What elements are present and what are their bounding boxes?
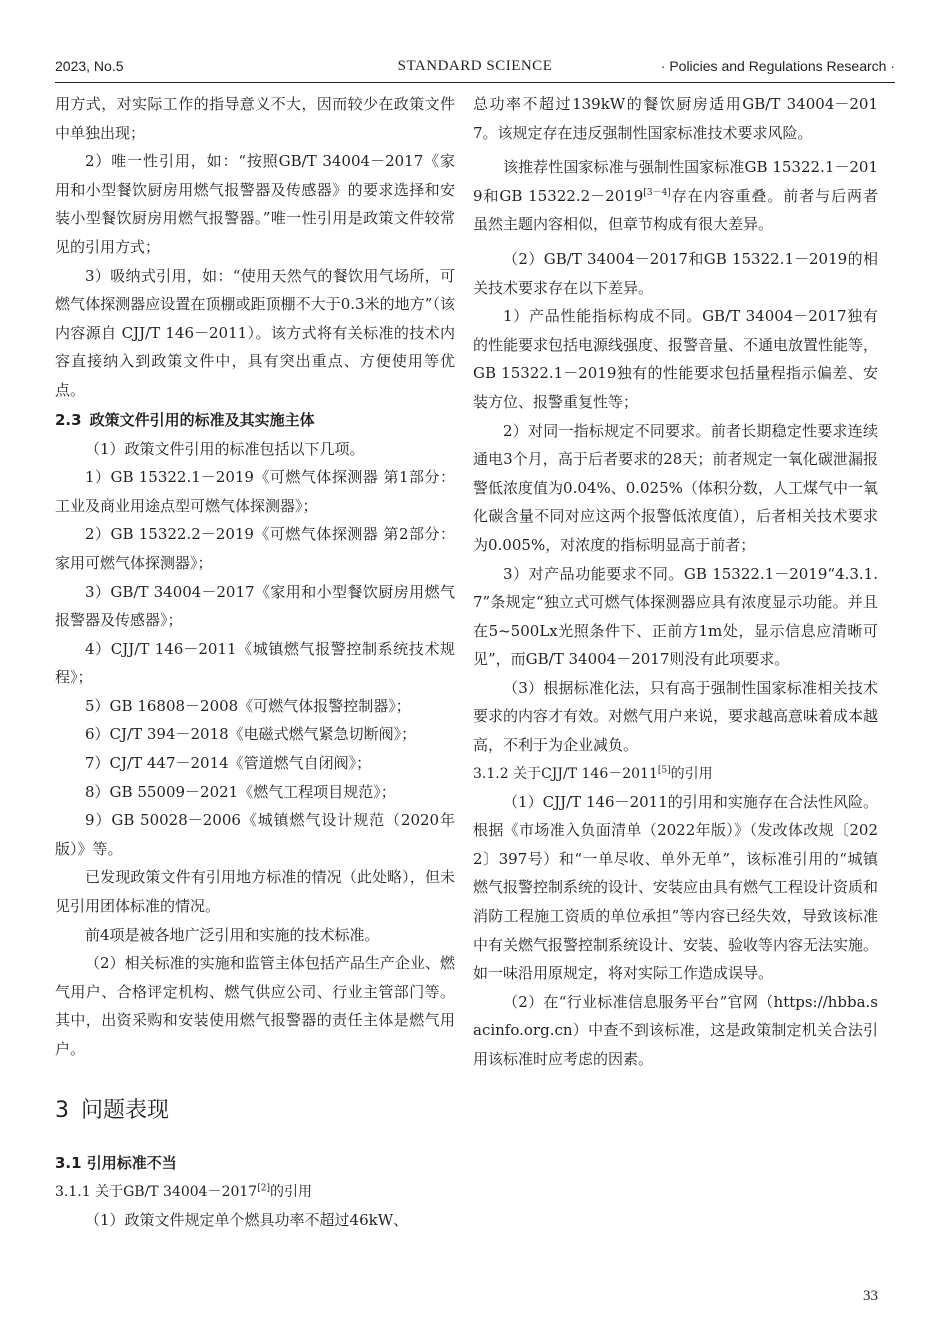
section-number: 2.3 (55, 410, 82, 429)
paragraph: 2）唯一性引用，如：“按照GB/T 34004－2017《家用和小型餐饮厨房用燃气报警器及传感器》的要求选择和安装小型餐饮厨房用燃气报警器。”唯一性引用是政策文件较常见的引用方式； (55, 152, 455, 256)
paragraph: （1）政策文件引用的标准包括以下几项。 (85, 439, 365, 458)
standard-item: 9）GB 50028－2006《城镇燃气设计规范（2020年版）》等。 (55, 811, 455, 858)
issue-label: 2023, No.5 (55, 58, 124, 74)
section-heading-2-3 (55, 405, 455, 435)
subsection-title-suffix: 的引用 (269, 1183, 312, 1200)
paragraph: 1）产品性能指标构成不同。GB/T 34004－2017独有的性能要求包括电源线强度、报警音量、不通电放置性能等，GB 15322.1－2019独有的性能要求包括量程指示偏差、安装方位、报警重复性等； (473, 307, 879, 411)
running-header (55, 58, 895, 80)
standard-item: 6）CJ/T 394－2018《电磁式燃气紧急切断阀》； (85, 725, 417, 744)
paragraph (473, 153, 878, 239)
subsection-title: 3.1.1 关于GB/T 34004－2017 (55, 1183, 258, 1200)
header-rule (55, 82, 895, 83)
paragraph: 总功率不超过139kW的餐饮厨房适用GB/T 34004－2017。该规定存在违反强制性国家标准技术要求风险。 (473, 95, 878, 142)
section-title: 政策文件引用的标准及其实施主体 (89, 410, 315, 429)
paragraph: 已发现政策文件有引用地方标准的情况（此处略），但未见引用团体标准的情况。 (55, 868, 455, 916)
subsection-heading-3-1-2 (473, 760, 878, 788)
standard-item: 2）GB 15322.2－2019《可燃气体探测器 第2部分：家用可燃气体探测器》； (55, 525, 455, 572)
paragraph: （2）GB/T 34004－2017和GB 15322.1－2019的相关技术要求存在以下差异。 (473, 249, 878, 297)
left-column (55, 90, 455, 1234)
page-number: 33 (863, 1288, 878, 1304)
paragraph: 用方式，对实际工作的指导意义不大，因而较少在政策文件中单独出现； (55, 95, 455, 142)
standard-item: 1）GB 15322.1－2019《可燃气体探测器 第1部分：工业及商业用途点型可燃气体探测器》； (55, 468, 455, 515)
paragraph: 3）吸纳式引用，如：“使用天然气的餐饮用气场所，可燃气体探测器应设置在顶棚或距顶棚不大于0.3米的地方”（该内容源自 CJJ/T 146－2011）。该方式将有关标准的技术内容直接纳入到政策文件中，具有突出重点、方便使用等优点。 (55, 266, 455, 399)
subsection-title-suffix: 的引用 (670, 765, 713, 782)
standard-item: 4）CJJ/T 146－2011《城镇燃气报警控制系统技术规程》； (55, 639, 455, 687)
standard-item: 8）GB 55009－2021《燃气工程项目规范》； (85, 782, 396, 801)
paragraph: （3）根据标准化法，只有高于强制性国家标准相关技术要求的内容才有效。对燃气用户来说，要求越高意味着成本越高，不利于为企业减负。 (473, 678, 879, 755)
chapter-title: 问题表现 (81, 1097, 170, 1123)
standard-item: 7）CJ/T 447－2014《管道燃气自闭阀》； (85, 754, 372, 773)
chapter-heading-3 (55, 1096, 455, 1126)
paragraph: 2）对同一指标规定不同要求。前者长期稳定性要求连续通电3个月，高于后者要求的28天；前者规定一氧化碳泄漏报警低浓度值为0.04%、0.025%（体积分数，人工煤气中一氧化碳含量不同对应这两个报警低浓度值），后者相关技术要求为0.005%，对浓度的指标明显高于前者； (473, 421, 878, 554)
subsection-heading-3-1-1 (55, 1178, 455, 1206)
journal-title: STANDARD SCIENCE (397, 58, 553, 74)
standard-item: 5）GB 16808－2008《可燃气体报警控制器》； (85, 696, 411, 715)
paragraph: （2）在“行业标准信息服务平台”官网（https://hbba.sacinfo.org.cn）中查不到该标准，这是政策制定机关合法引用该标准时应考虑的因素。 (473, 992, 878, 1068)
paragraph: （2）相关标准的实施和监管主体包括产品生产企业、燃气用户、合格评定机构、燃气供应公司、行业主管部门等。其中，出资采购和安装使用燃气报警器的责任主体是燃气用户。 (55, 954, 455, 1058)
reference-mark: [5] (657, 765, 671, 775)
standard-item: 3）GB/T 34004－2017《家用和小型餐饮厨房用燃气报警器及传感器》； (55, 582, 455, 630)
paragraph-text: 该推荐性国家标准与强制性国家标准GB 15322.1－2019和GB 15322.2－2019 (473, 158, 878, 205)
reference-mark: [2] (257, 1182, 270, 1193)
paragraph: （1）政策文件规定单个燃具功率不超过46kW、 (85, 1210, 409, 1229)
chapter-number: 3 (55, 1097, 69, 1123)
section-heading-3-1: 3.1 引用标准不当 (55, 1153, 177, 1172)
paragraph: 3）对产品功能要求不同。GB 15322.1－2019“4.3.1.7”条规定“独立式可燃气体探测器应具有浓度显示功能。并且在5~500Lx光照条件下、正前方1m处，显示信息应清晰可见”，而GB/T 34004－2017则没有此项要求。 (473, 564, 878, 669)
paragraph-text: 存在内容重叠。前者与后两者虽然主题内容相似，但章节构成有很大差异。 (473, 186, 878, 234)
reference-mark: [3－4] (643, 187, 671, 198)
paragraph: 前4项是被各地广泛引用和实施的技术标准。 (85, 925, 380, 944)
right-column (473, 90, 878, 1074)
section-label: · Policies and Regulations Research · (660, 58, 895, 74)
paragraph: （1）CJJ/T 146－2011的引用和实施存在合法性风险。根据《市场准入负面清单（2022年版）》（发改体改规〔2022〕397号）和“一单尽收、单外无单”，该标准引用的“城镇燃气报警控制系统的设计、安装应由具有燃气工程设计资质和消防工程施工资质的单位承担”等内容已经失效，导致该标准中有关燃气报警控制系统设计、安装、验收等内容无法实施。如一味沿用原规定，将对实际工作造成误导。 (473, 792, 879, 983)
subsection-title: 3.1.2 关于CJJ/T 146－2011 (473, 765, 658, 782)
